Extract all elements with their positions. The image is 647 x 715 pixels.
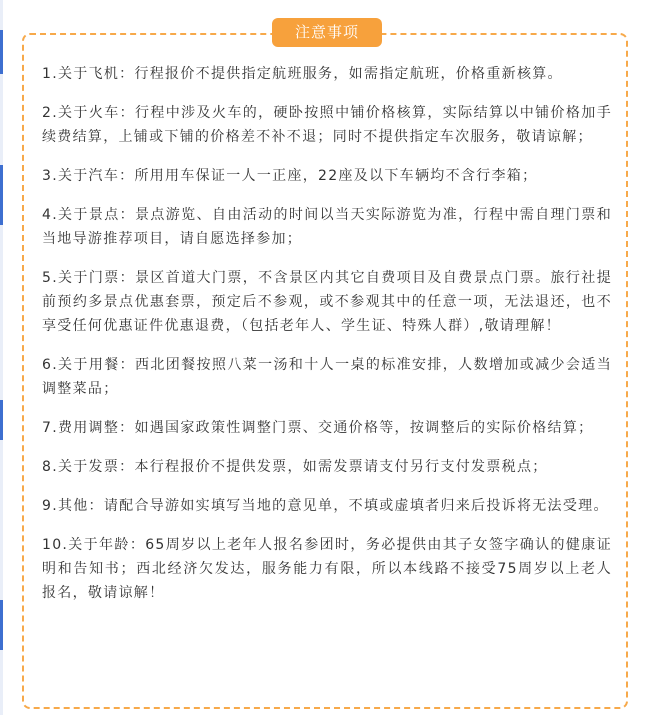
notice-item: 1.关于飞机：行程报价不提供指定航班服务，如需指定航班，价格重新核算。 [42,66,563,82]
left-edge-marker [0,400,3,440]
notice-item: 4.关于景点：景点游览、自由活动的时间以当天实际游览为准，行程中需自理门票和当地导游推荐项目，请自愿选择参加； [42,207,612,247]
notice-item: 8.关于发票：本行程报价不提供发票，如需发票请支付另行支付发票税点； [42,459,548,475]
notice-item: 5.关于门票：景区首道大门票，不含景区内其它自费项目及自费景点门票。旅行社提前预约多景点优惠套票，预定后不参观，或不参观其中的任意一项，无法退还，也不享受任何优惠证件优惠退费，（包括老年人、学生证、特殊人群）,敬请理解！ [42,270,612,334]
left-edge-strip [0,0,3,715]
notice-item: 9.其他：请配合导游如实填写当地的意见单，不填或虚填者归来后投诉将无法受理。 [42,498,609,514]
notice-item: 10.关于年龄：65周岁以上老年人报名参团时，务必提供由其子女签字确认的健康证明和告知书；西北经济欠发达，服务能力有限，所以本线路不接受75周岁以上老人报名，敬请谅解！ [42,537,612,601]
notice-item: 3.关于汽车：所用用车保证一人一正座，22座及以下车辆均不含行李箱； [42,168,538,184]
notice-list [42,62,612,620]
left-edge-marker [0,30,3,74]
notice-item: 2.关于火车：行程中涉及火车的，硬卧按照中铺价格核算，实际结算以中铺价格加手续费结算，上铺或下铺的价格差不补不退；同时不提供指定车次服务，敬请谅解； [42,105,612,145]
notice-item: 6.关于用餐：西北团餐按照八菜一汤和十人一桌的标准安排，人数增加或减少会适当调整菜品； [42,357,612,397]
left-edge-marker [0,600,3,650]
left-edge-marker [0,165,3,225]
notice-title: 注意事项 [272,18,382,47]
notice-item: 7.费用调整：如遇国家政策性调整门票、交通价格等，按调整后的实际价格结算； [42,420,594,436]
